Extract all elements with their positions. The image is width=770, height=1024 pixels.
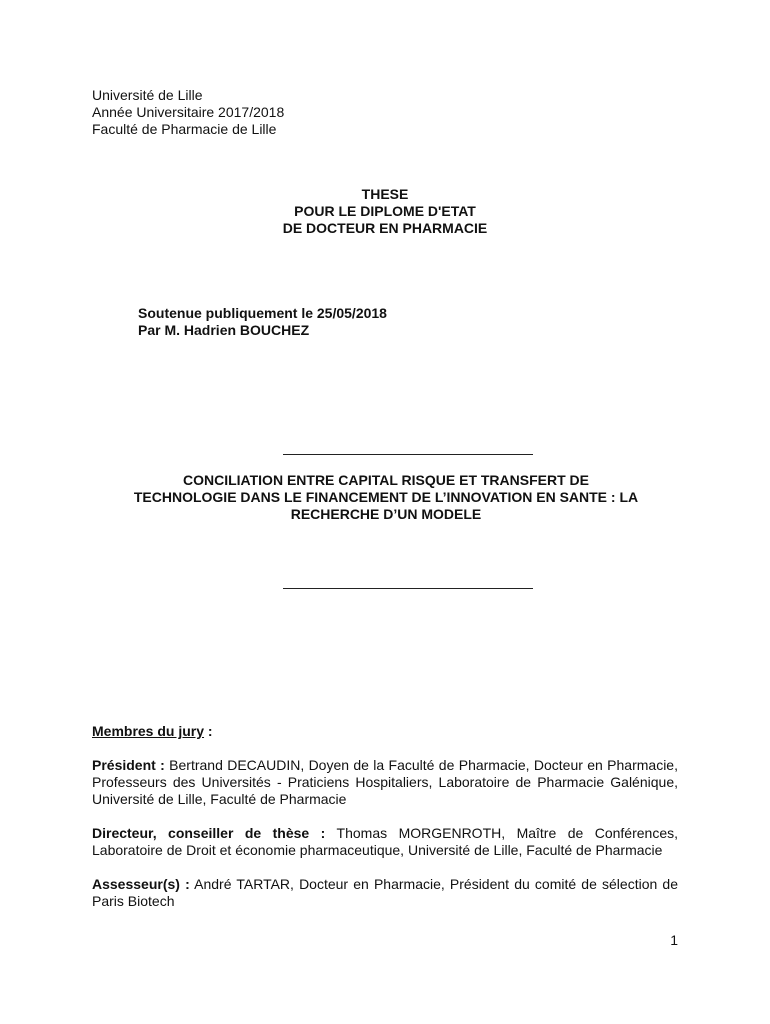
title-line-2: POUR LE DIPLOME D'ETAT: [294, 203, 476, 219]
jury-heading: [92, 723, 678, 740]
faculty-name: Faculté de Pharmacie de Lille: [92, 121, 277, 137]
director-text: Thomas MORGENROTH, Maître de Conférences, Laboratoire de Droit et économie pharmaceutique, Université de Lille, Faculté de Pharmacie: [92, 825, 678, 858]
jury-assessor: [92, 876, 678, 910]
jury-section: [92, 723, 678, 927]
jury-director: [92, 825, 678, 859]
defense-info: [138, 305, 387, 339]
subject-line-3: RECHERCHE D’UN MODELE: [290, 506, 482, 522]
defense-author: Par M. Hadrien BOUCHEZ: [138, 322, 310, 338]
subject-line-1: CONCILIATION ENTRE CAPITAL RISQUE ET TRANSFERT DE: [182, 472, 589, 488]
thesis-title-block: [92, 186, 678, 237]
university-name: Université de Lille: [92, 87, 203, 103]
jury-heading-colon: :: [204, 723, 213, 739]
separator-bottom: [283, 588, 533, 589]
academic-year: Année Universitaire 2017/2018: [92, 104, 285, 120]
director-label: Directeur, conseiller de thèse :: [92, 825, 326, 841]
page-number: 1: [670, 932, 678, 948]
title-line-3: DE DOCTEUR EN PHARMACIE: [282, 220, 488, 236]
assessor-text: André TARTAR, Docteur en Pharmacie, Président du comité de sélection de Paris Biotech: [92, 876, 678, 909]
assessor-label: Assesseur(s) :: [92, 876, 190, 892]
title-line-1: THESE: [361, 186, 409, 202]
defense-date: Soutenue publiquement le 25/05/2018: [138, 305, 387, 321]
thesis-subject: [98, 472, 674, 523]
president-label: Président :: [92, 757, 165, 773]
subject-line-2: TECHNOLOGIE DANS LE FINANCEMENT DE L’INNOVATION EN SANTE : LA: [133, 489, 639, 505]
separator-top: [283, 454, 533, 455]
president-text: Bertrand DECAUDIN, Doyen de la Faculté de Pharmacie, Docteur en Pharmacie, Professeurs des Universités - Praticiens Hospitaliers, Laboratoire de Pharmacie Galénique, Université de Lille, Faculté de Pharmacie: [92, 757, 678, 807]
jury-president: [92, 757, 678, 808]
jury-heading-text: Membres du jury: [92, 723, 205, 739]
institution-header: [92, 87, 284, 138]
